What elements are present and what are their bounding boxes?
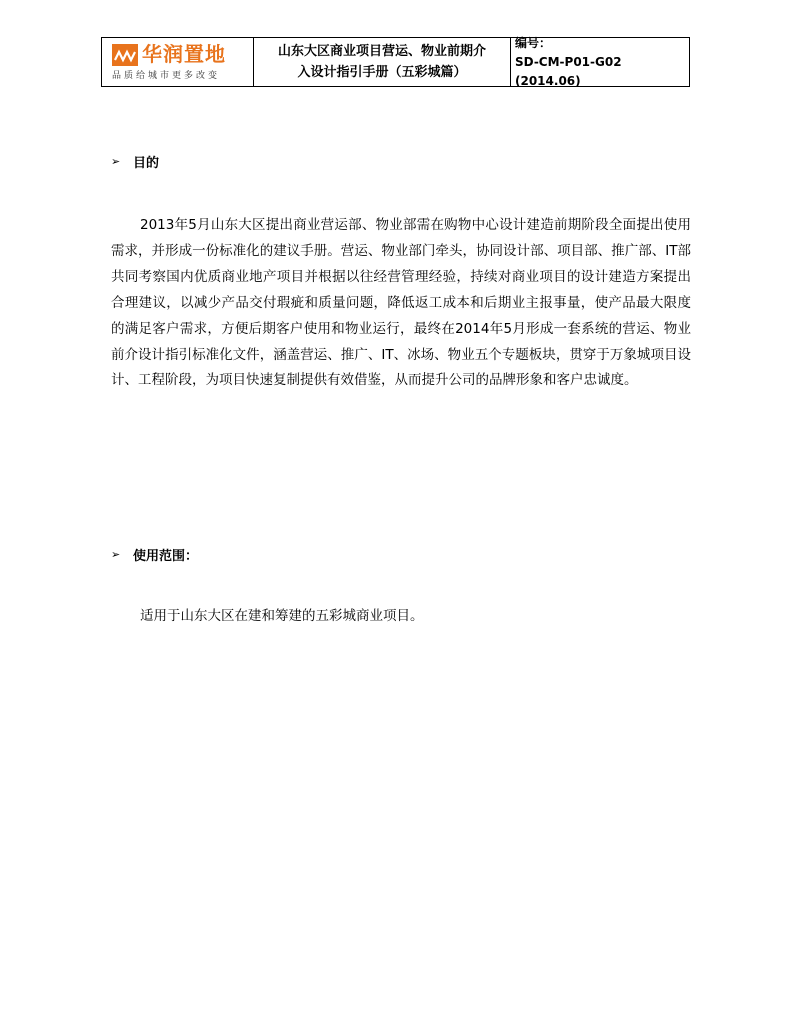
document-header-table (101, 37, 690, 87)
company-logo-cell (102, 38, 254, 86)
section-heading-scope (111, 545, 198, 564)
document-code-value: SD-CM-P01-G02 (2014.06) (515, 54, 622, 88)
section-heading-purpose (111, 152, 159, 171)
document-title-cell (254, 38, 511, 86)
section-body-purpose: 2013年5月山东大区提出商业营运部、物业部需在购物中心设计建造前期阶段全面提出使用需求，并形成一份标准化的建议手册。营运、物业部门牵头，协同设计部、项目部、推广部、IT部共同考察国内优质商业地产项目并根据以往经营管理经验，持续对商业项目的设计建造方案提出合理建议，以减少产品交付瑕疵和质量问题，降低返工成本和后期业主报事量，使产品最大限度的满足客户需求，方便后期客户使用和物业运行，最终在2014年5月形成一套系统的营运、物业前介设计指引标准化文件，涵盖营运、推广、IT、冰场、物业五个专题板块，贯穿于万象城项目设计、工程阶段，为项目快速复制提供有效借鉴，从而提升公司的品牌形象和客户忠诚度。 (111, 217, 691, 389)
document-title-line-1: 山东大区商业项目营运、物业前期介 (277, 44, 486, 59)
document-title-line-2: 入设计指引手册（五彩城篇） (297, 65, 467, 80)
bullet-arrow-icon: ➢ (111, 548, 121, 561)
bullet-arrow-icon: ➢ (111, 155, 121, 168)
section-heading-text: 目的 (133, 156, 160, 171)
company-slogan: 品质给城市更多改变 (112, 71, 221, 81)
section-heading-text: 使用范围： (133, 549, 199, 564)
company-name: 华润置地 (142, 42, 226, 66)
document-code-cell (511, 35, 689, 88)
section-body-scope: 适用于山东大区在建和筹建的五彩城商业项目。 (140, 608, 424, 624)
company-logo-icon (112, 44, 138, 66)
document-code-label: 编号： (515, 35, 552, 50)
